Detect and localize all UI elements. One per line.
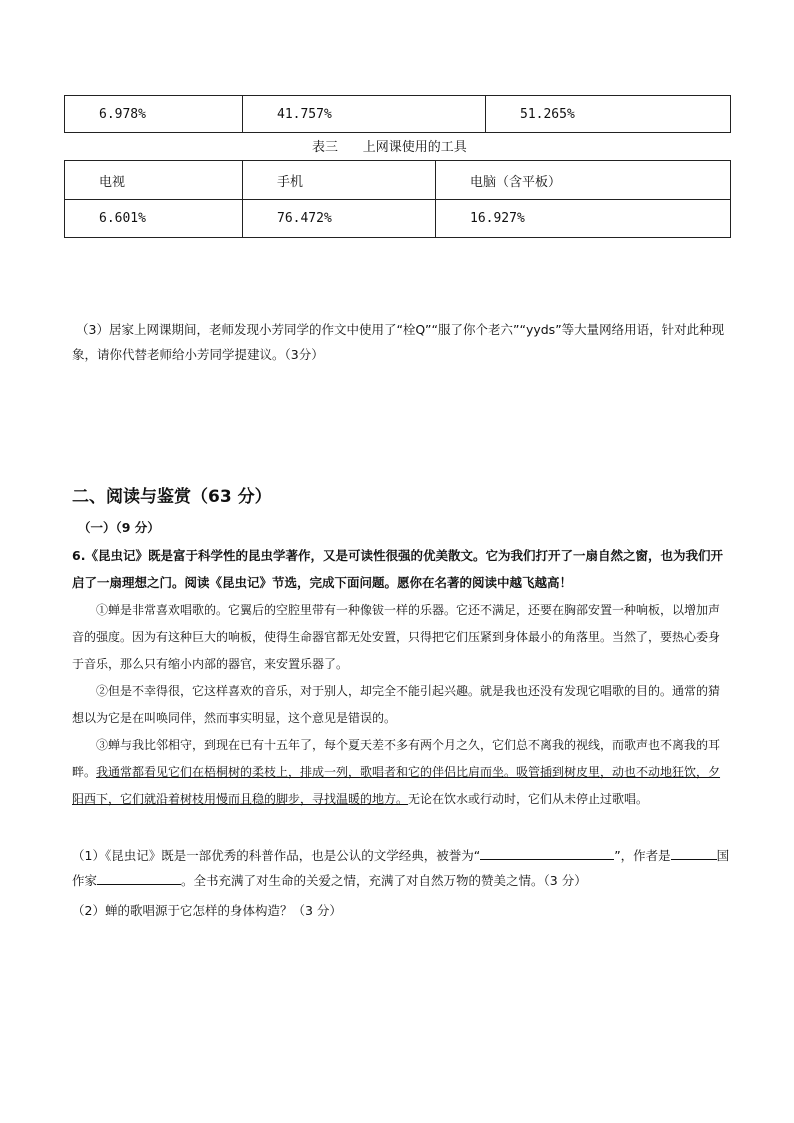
table-header-row — [65, 161, 731, 200]
subquestion-text: 国作家 — [72, 848, 730, 888]
passage-paragraph-1: ①蝉是非常喜欢唱歌的。它翼后的空腔里带有一种像钹一样的乐器。它还不满足，还要在胸部安置一种响板，以增加声音的强度。因为有这种巨大的响板，使得生命器官都无处安置，只得把它们压紧到身体最小的角落里。当然了，要热心委身于音乐，那么只有缩小内部的器官，来安置乐器了。 — [72, 603, 721, 671]
question-6-intro: 6.《昆虫记》既是富于科学性的昆虫学著作，又是可读性很强的优美散文。它为我们打开了一扇自然之窗，也为我们开启了一扇理想之门。阅读《昆虫记》节选，完成下面问题。愿你在名著的阅读中越飞越高！ — [72, 548, 723, 590]
passage-text: ③蝉与我比邻相守，到现在已有十五年了，每个夏天差不多有两个月之久，它们总不离我的视线，而歌声也不离我的耳畔。 — [72, 738, 721, 779]
subquestion-text: 。全书充满了对生命的关爱之情，充满了对自然万物的赞美之情。（3 分） — [181, 873, 587, 888]
subquestion-text: ”，作者是 — [614, 848, 671, 863]
table-header-cell: 手机 — [243, 161, 436, 200]
table-cell: 6.601% — [65, 200, 243, 238]
passage-paragraph-2: ②但是不幸得很，它这样喜欢的音乐，对于别人，却完全不能引起兴趣。就是我也还没有发现它唱歌的目的。通常的猜想以为它是在叫唤同伴，然而事实明显，这个意见是错误的。 — [72, 684, 721, 725]
table-3-caption: 表三 上网课使用的工具 — [312, 140, 467, 155]
section-2-part-1: （一）（9 分） — [78, 520, 160, 535]
table-row — [65, 200, 731, 238]
section-2-title: 二、阅读与鉴赏（63 分） — [72, 487, 272, 507]
table-2 — [64, 95, 731, 133]
table-cell: 6.978% — [65, 96, 243, 133]
question-3: （3）居家上网课期间，老师发现小芳同学的作文中使用了“栓Q”“服了你个老六”“yyds”等大量网络用语，针对此种现象，请你代替老师给小芳同学提建议。（3分） — [72, 322, 725, 362]
table-cell: 16.927% — [436, 200, 731, 238]
subquestion-1 — [72, 843, 734, 893]
table-row — [65, 96, 731, 133]
answer-blank[interactable] — [480, 845, 614, 860]
table-cell: 76.472% — [243, 200, 436, 238]
table-cell: 41.757% — [243, 96, 486, 133]
answer-blank[interactable] — [97, 870, 181, 885]
underlined-passage: 我通常都看见它们在梧桐树的柔枝上，排成一列，歌唱者和它的伴侣比肩而坐。吸管插到树皮里，动也不动地狂饮，夕阳西下，它们就沿着树枝用慢而且稳的脚步，寻找温暖的地方。 — [72, 765, 721, 806]
table-header-cell: 电视 — [65, 161, 243, 200]
answer-blank[interactable] — [671, 845, 717, 860]
passage-text: 无论在饮水或行动时，它们从未停止过歌唱。 — [408, 792, 649, 806]
table-header-cell: 电脑（含平板） — [436, 161, 731, 200]
passage-paragraph-3 — [72, 732, 730, 813]
subquestion-text: （1）《昆虫记》既是一部优秀的科普作品，也是公认的文学经典，被誉为“ — [72, 848, 481, 863]
table-3 — [64, 160, 731, 238]
table-cell: 51.265% — [486, 96, 731, 133]
subquestion-2: （2）蝉的歌唱源于它怎样的身体构造？（3 分） — [72, 903, 342, 918]
